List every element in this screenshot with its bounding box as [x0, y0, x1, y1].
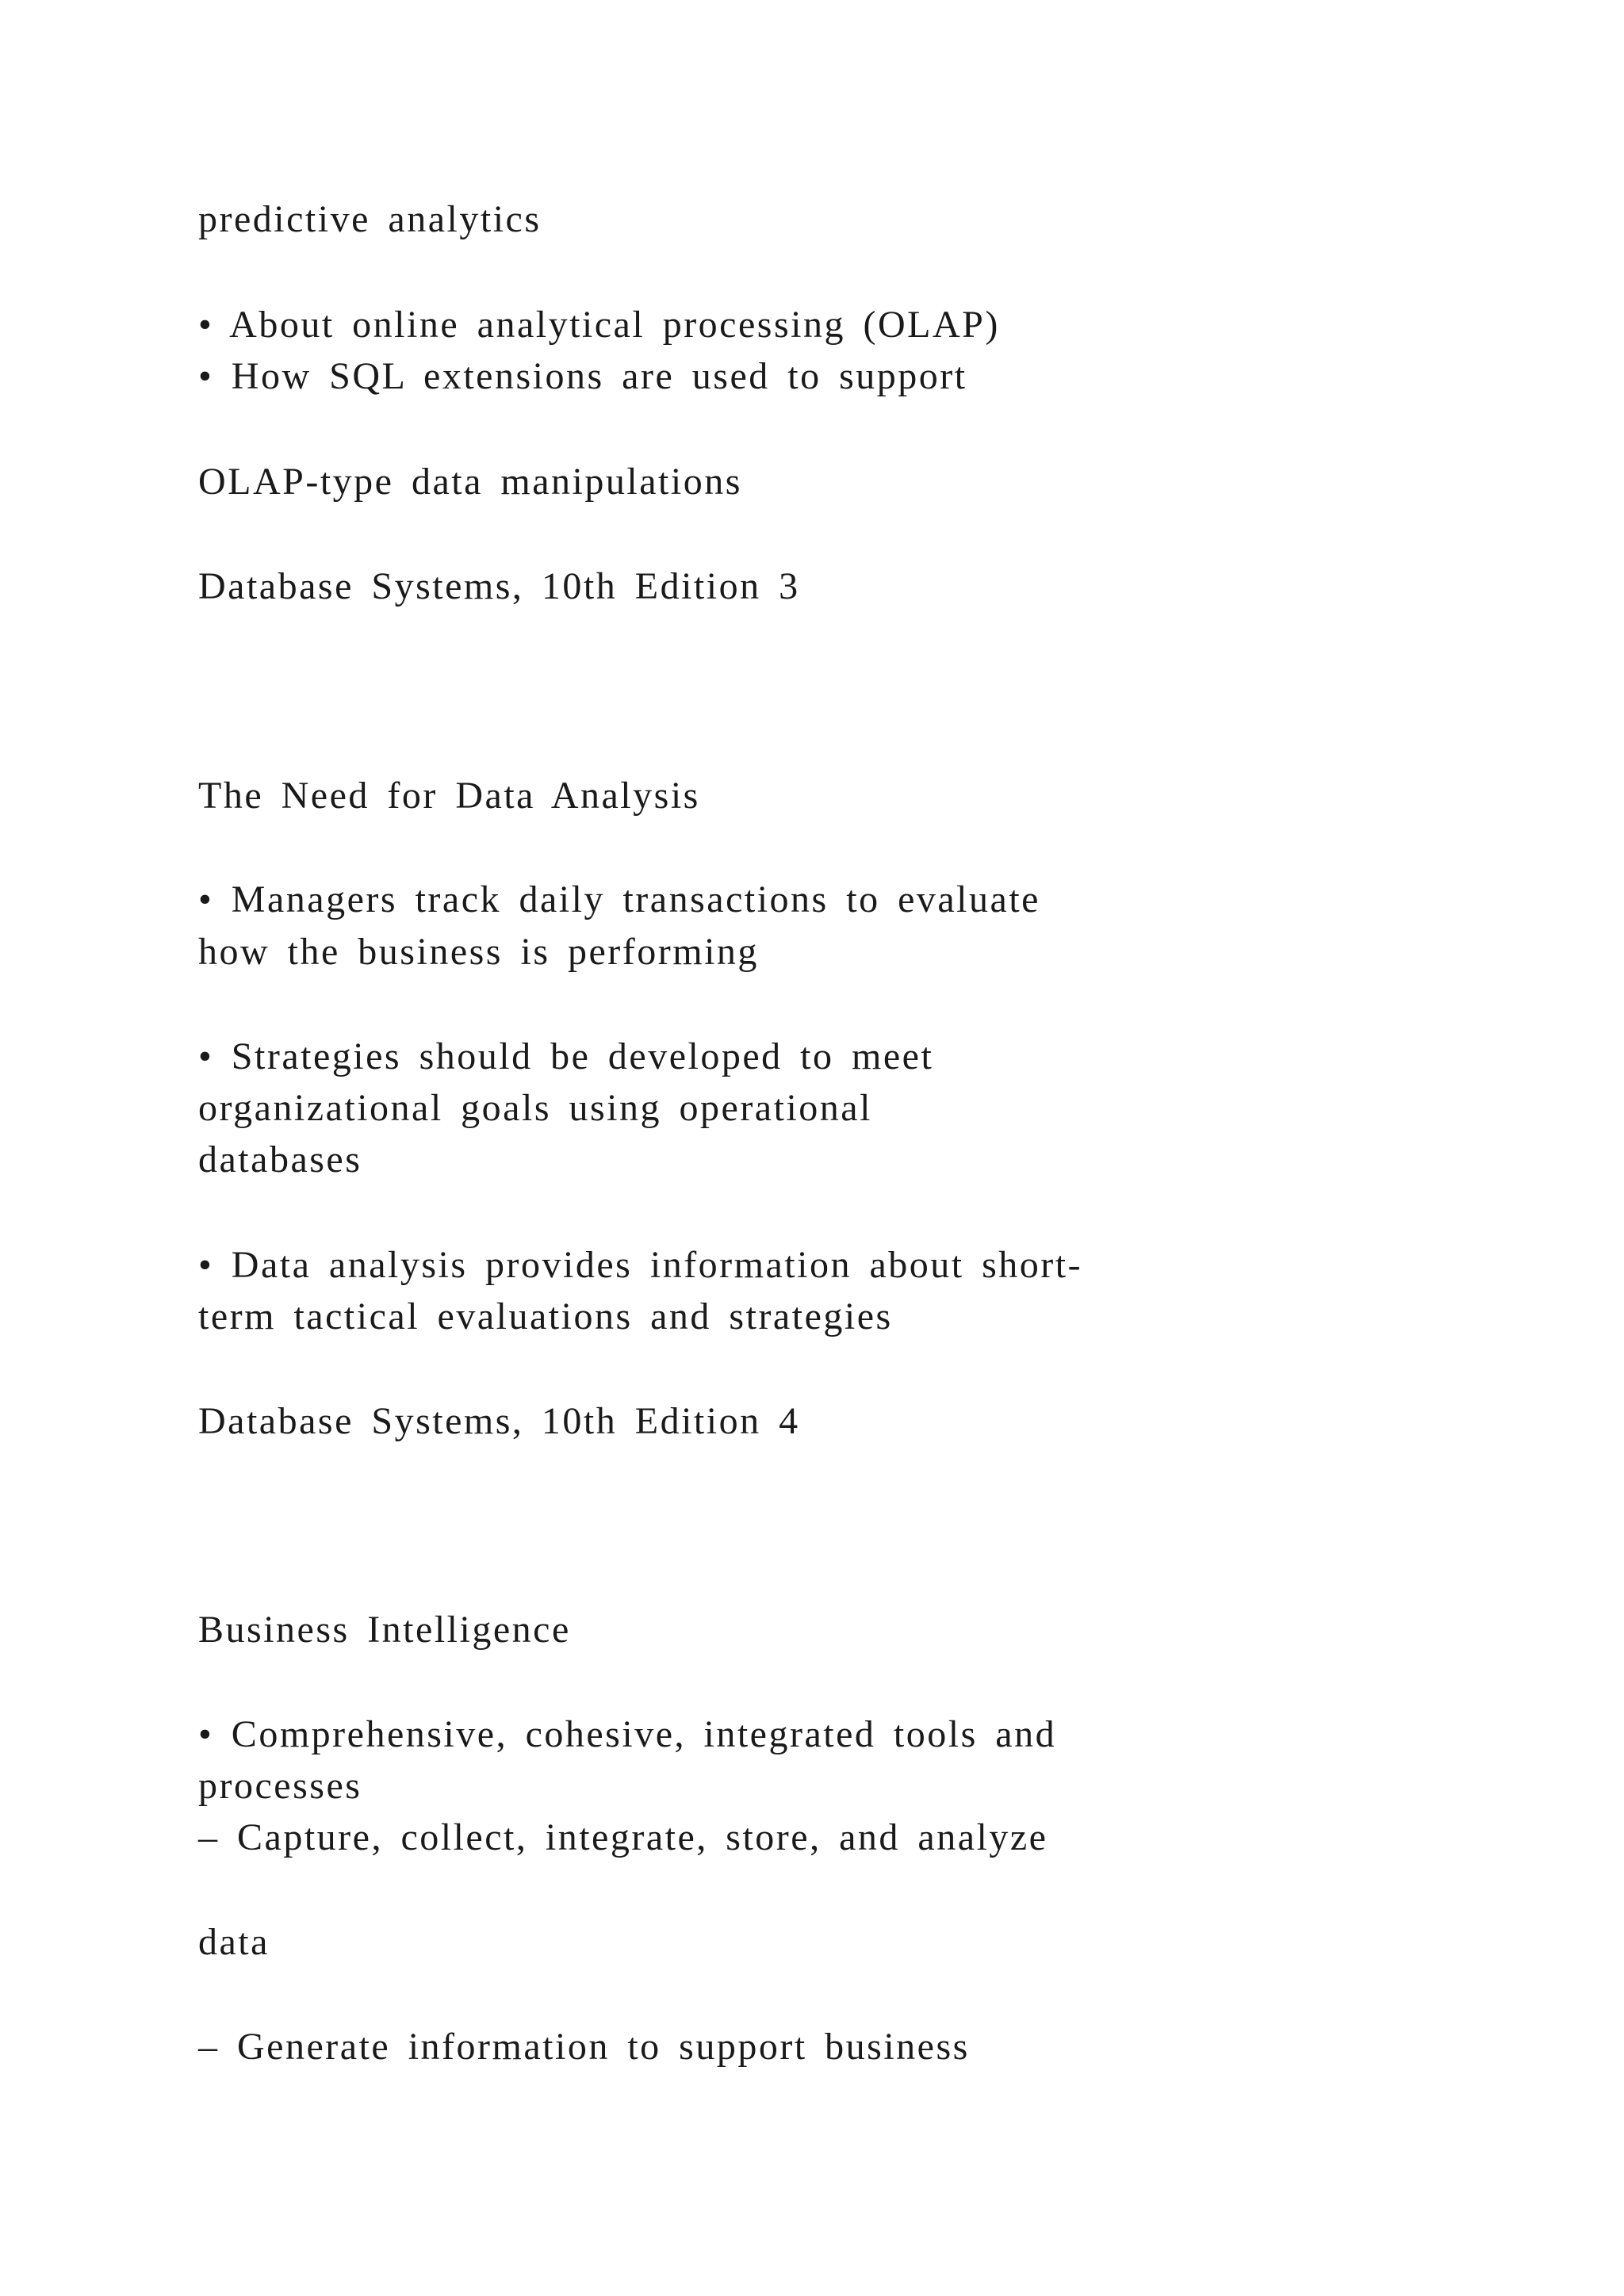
slide-footer: Database Systems, 10th Edition 4: [198, 1400, 800, 1442]
bullet-item: • Managers track daily transactions to evaluate: [198, 878, 1040, 920]
bullet-item: • Strategies should be developed to meet: [198, 1035, 934, 1077]
text-line: predictive analytics: [198, 198, 542, 240]
sub-bullet-item: – Generate information to support business: [198, 2026, 970, 2068]
section-heading: The Need for Data Analysis: [198, 775, 700, 817]
bullet-item: • Comprehensive, cohesive, integrated tools and: [198, 1713, 1057, 1755]
slide-footer: Database Systems, 10th Edition 3: [198, 565, 800, 607]
text-line: databases: [198, 1138, 362, 1181]
text-line: term tactical evaluations and strategies: [198, 1295, 893, 1337]
text-line: data: [198, 1921, 270, 1963]
bullet-item: • About online analytical processing (OLAP): [198, 304, 1000, 346]
text-line: organizational goals using operational: [198, 1087, 872, 1129]
bullet-item: • How SQL extensions are used to support: [198, 355, 967, 397]
bullet-item: • Data analysis provides information about short-: [198, 1244, 1083, 1286]
text-line: how the business is performing: [198, 931, 759, 973]
text-line: OLAP-type data manipulations: [198, 461, 742, 503]
section-heading: Business Intelligence: [198, 1609, 571, 1651]
sub-bullet-item: – Capture, collect, integrate, store, and analyze: [198, 1816, 1048, 1858]
text-line: processes: [198, 1765, 362, 1807]
